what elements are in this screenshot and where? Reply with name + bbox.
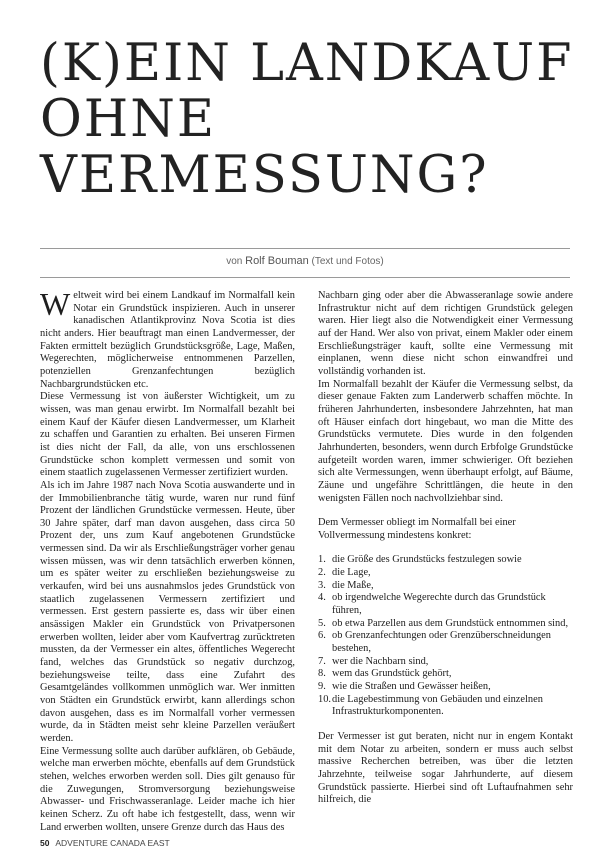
- list-text: die Lage,: [332, 567, 371, 579]
- byline-bottom-rule: [40, 277, 570, 278]
- left-column: [40, 286, 295, 834]
- list-number: 6.: [318, 630, 326, 642]
- list-item: [318, 681, 573, 694]
- paragraph-text: eltweit wird bei einem Landkauf im Normalfall kein Notar ein Grundstück inspizieren. Auch in unserer kanadischen Atlantikprovinz Nova Scotia ist dies nicht anders. Hier beauftragt man einen Landvermesser, der Fakten ermittelt bezüglich Grundstücksgröße, Lage, Maßen, Wegerechten, möglicherweise entnommenen Parzellen, potenziellen Grenzanfechtungen bezüglich Nachbargrundstücken etc.: [40, 290, 295, 390]
- paragraph: Nachbarn ging oder aber die Abwasseranlage sowie andere Infrastruktur nicht auf dem richtigen Grundstück gelegen waren. Hier liegt also die Notwendigkeit einer Vermessung auf der Hand. Wer also von privat, einem Makler oder einem Erschließungsträger kauft, sollte eine Vermessung mit einplanen, wenn diese nicht schon einwandfrei und vollständig vorhanden ist.: [318, 290, 573, 377]
- list-item: [318, 630, 573, 655]
- list-text: die Maße,: [332, 579, 374, 591]
- drop-cap: W: [40, 286, 71, 322]
- paragraph: Diese Vermessung ist von äußerster Wichtigkeit, um zu wissen, was man genau erwirbt. Im Normalfall bezahlt bei einem Kauf der Käufer diesen Landvermesser, um Klarheit zu schaffen und Garantien zu erhalten. Bei unseren Firmen ist dies nicht der Fall, da alle, von uns erschlossenen Grundstücke schon komplett vermessen und somit von einem staatlich zugelassenen Vermesser zertifiziert wurden.: [40, 391, 295, 479]
- list-intro: Dem Vermesser obliegt im Normalfall bei einer Vollvermessung mindestens konkret:: [318, 517, 516, 541]
- list-text: wer die Nachbarn sind,: [332, 655, 429, 667]
- page-footer: [40, 838, 170, 848]
- title-line-3: VERMESSUNG?: [40, 146, 489, 205]
- list-text: wem das Grundstück gehört,: [332, 668, 452, 680]
- right-column: [318, 290, 573, 807]
- publication-name: ADVENTURE CANADA EAST: [55, 838, 170, 848]
- paragraph-spacer: [318, 505, 573, 517]
- list-text: die Lagebestimmung von Gebäuden und einzelnen Infrastrukturkomponenten.: [332, 693, 543, 718]
- list-item: [318, 656, 573, 669]
- byline-prefix: von: [226, 256, 243, 267]
- list-text: ob etwa Parzellen aus dem Grundstück entnommen sind,: [332, 617, 569, 629]
- article-title: [40, 36, 580, 204]
- list-text: ob irgendwelche Wegerechte durch das Grundstück führen,: [332, 592, 546, 617]
- list-number: 3.: [318, 579, 326, 591]
- list-item: [318, 694, 573, 719]
- list-text: ob Grenzanfechtungen oder Grenzüberschneidungen bestehen,: [332, 630, 551, 655]
- survey-task-list: [318, 554, 573, 719]
- byline-top-rule: [40, 248, 570, 249]
- paragraph: Der Vermesser ist gut beraten, nicht nur in engem Kontakt mit dem Notar zu arbeiten, sondern er muss auch selbst massive Recherchen betreiben, was über die letzten Jahrzehnte, teilweise sogar Jahrhunderte, auf diesem Grundstück passierte. Hierbei sind oft Luftaufnahmen sehr hilfreich, die: [318, 731, 573, 806]
- paragraph: Als ich im Jahre 1987 nach Nova Scotia auswanderte und in der Immobilienbranche tätig wurde, waren nur rund fünf Prozent der ländlichen Grundstücke vermessen. Heute, über 30 Jahre später, darf man davon ausgehen, dass circa 50 Prozent der, uns zum Kauf angebotenen Grundstücke vermessen sind. Da wir als Erschließungsträger vorher genau wissen müssen, was wir denn tatsächlich erwerben können, um es später weiter zu erschließen beziehungsweise zu verkaufen, wird bei uns ausnahmslos jedes Grundstück von staatlich zugelassenen Vermessern zertifiziert und vermessen. Erst gestern passierte es, dass wir über einen ansässigen Makler ein Grundstück von Privatpersonen erwerben wollten, leider aber vom Kaufvertrag zurücktreten mussten, da der Vermesser ein altes, öffentliches Wegerecht fand, welches das Grundstück so negativ durchzog, beziehungsweise teilte, dass eine Zufahrt des Gesamtgeländes vollkommen unmöglich war. Wer inmitten von Städten ein Grundstück erwirbt, kann allerdings schon davon ausgehen, dass es im Normalfall vorher vermessen wurde, da in Städten meist sehr kleine Parzellen veräußert werden.: [40, 479, 295, 744]
- list-number: 7.: [318, 655, 326, 667]
- list-number: 8.: [318, 668, 326, 680]
- list-text: wie die Straßen und Gewässer heißen,: [332, 681, 491, 693]
- list-text: die Größe des Grundstücks festzulegen sowie: [332, 554, 522, 566]
- list-number: 9.: [318, 681, 326, 693]
- list-item: [318, 618, 573, 631]
- byline: [40, 255, 570, 267]
- list-number: 10.: [318, 693, 331, 705]
- list-number: 2.: [318, 567, 326, 579]
- list-number: 4.: [318, 592, 326, 604]
- list-item: [318, 668, 573, 681]
- paragraph-spacer: [318, 719, 573, 731]
- paragraph: [40, 286, 295, 391]
- paragraph-spacer: [318, 542, 573, 554]
- list-number: 5.: [318, 617, 326, 629]
- list-number: 1.: [318, 554, 326, 566]
- list-item: [318, 580, 573, 593]
- list-item: [318, 554, 573, 567]
- byline-note: (Text und Fotos): [311, 256, 384, 267]
- paragraph: Im Normalfall bezahlt der Käufer die Vermessung selbst, da dieser genaue Fakten zum Landerwerb schaffen möchte. In früheren Jahrhunderten, insbesondere Jahrzehnten, hat man oft Häuser einfach dort hingebaut, wo man die Mitte des Grundstücks vermutete. Dies wurde in den folgenden Jahrhunderten, besonders, wenn durch Erbfolge Grundstücke aufgeteilt worden waren, immer schwieriger. Oft beziehen sich alte Vermessungen, wenn überhaupt erfolgt, auf Bäume, Zäune und ungefähre Schrittlängen, die heute in den wenigsten Fällen noch nachvollziehbar sind.: [318, 378, 573, 504]
- byline-author: Rolf Bouman: [245, 255, 309, 267]
- paragraph: Eine Vermessung sollte auch darüber aufklären, ob Gebäude, welche man erwerben möchte, ebenfalls auf dem Grundstück stehen, welches erworben werden soll. Dies gilt genauso für die Zuwegungen, Stromversorgung beziehungsweise Abwasser- und Frischwasseranlage. Leider mache ich hier keinen Scherz. Zu oft habe ich festgestellt, dass, wenn wir Land erwerben wollten, unsere Grenze durch das Haus des: [40, 745, 295, 833]
- page-number: 50: [40, 838, 50, 848]
- title-line-1: (K)EIN LANDKAUF: [40, 34, 574, 93]
- list-item: [318, 592, 573, 617]
- list-item: [318, 567, 573, 580]
- title-line-2: OHNE: [40, 90, 217, 149]
